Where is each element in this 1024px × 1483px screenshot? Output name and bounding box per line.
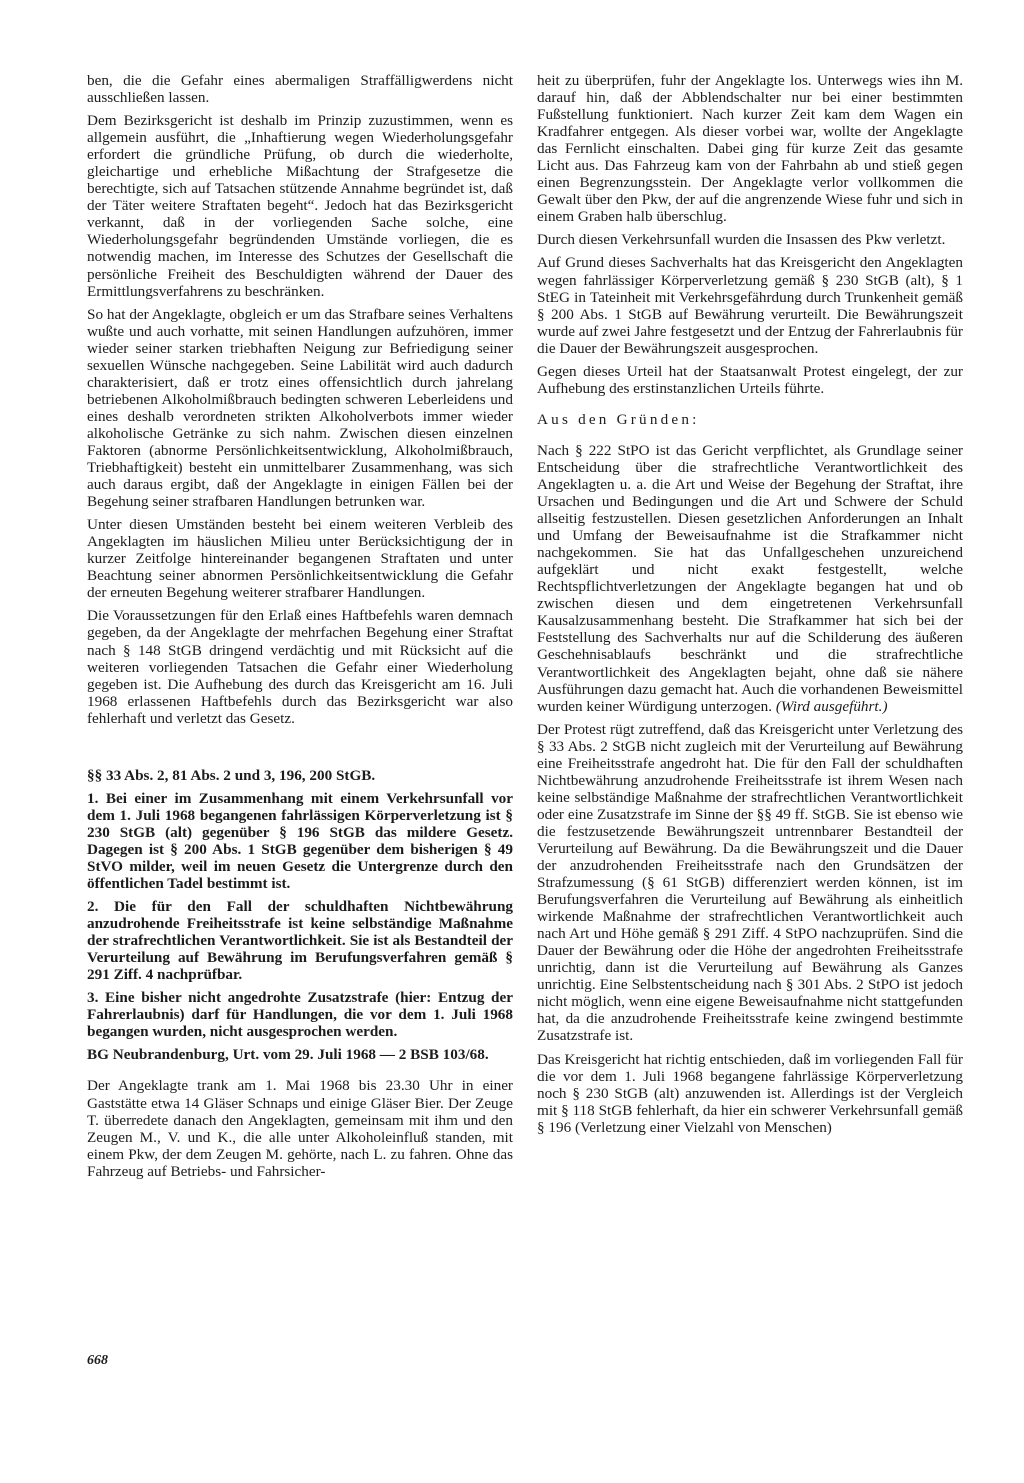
- paragraph: Das Kreisgericht hat richtig entschieden, daß im vorliegenden Fall für die vor dem 1. Juli 1968 begangene fahrlässige Körperverletzung noch § 230 StGB (alt) anzuwenden ist. Allerdings ist der Vergleich mit § 118 StGB fehlerhaft, da hier ein schwerer Verkehrsunfall gemäß § 196 (Verletzung einer Vielzahl von Menschen): [537, 1050, 963, 1136]
- paragraph: Durch diesen Verkehrsunfall wurden die Insassen des Pkw verletzt.: [537, 231, 946, 249]
- paragraph: Der Angeklagte trank am 1. Mai 1968 bis 23.30 Uhr in einer Gaststätte etwa 14 Gläser Schnaps und einige Gläser Bier. Der Zeuge T. überredete danach den Angeklagten, gemeinsam mit ihm und den Zeugen M., V. und K., die alle unter Alkoholeinfluß standen, mit einem Pkw, der dem Zeugen M. gehörte, nach L. zu fahren. Ohne das Fahrzeug auf Betriebs- und Fahrsicher-: [87, 1077, 513, 1180]
- paragraph: ben, die die Gefahr eines abermaligen Straffälligwerdens nicht ausschließen lassen.: [87, 72, 513, 107]
- right-column: [537, 72, 963, 1142]
- left-column: [87, 72, 513, 1186]
- page-number: 668: [87, 1353, 108, 1368]
- statute-heading: §§ 33 Abs. 2, 81 Abs. 2 und 3, 196, 200 StGB.: [87, 766, 376, 784]
- paragraph: Auf Grund dieses Sachverhalts hat das Kreisgericht den Angeklagten wegen fahrlässiger Körperverletzung gemäß § 230 StGB (alt), § 1 StEG in Tateinheit mit Verkehrsgefährdung durch Trunkenheit gemäß § 200 Abs. 1 StGB auf Bewährung verurteilt. Die Bewährungszeit wurde auf zwei Jahre festgesetzt und der Entzug der Fahrerlaubnis für die Dauer der Bewährungszeit ausgesprochen.: [537, 254, 963, 357]
- omission-note: (Wird ausgeführt.): [775, 697, 888, 715]
- headnote-3: 3. Eine bisher nicht angedrohte Zusatzstrafe (hier: Entzug der Fahrerlaubnis) darf für Handlungen, die vor dem 1. Juli 1968 begangen wurden, nicht ausgesprochen werden.: [87, 989, 513, 1041]
- headnote-1: 1. Bei einer im Zusammenhang mit einem Verkehrsunfall vor dem 1. Juli 1968 begangenen fahrlässigen Körperverletzung ist § 230 StGB (alt) gegenüber § 196 StGB das mildere Gesetz. Dagegen ist § 200 Abs. 1 StGB gegenüber dem bisherigen § 49 StVO milder, weil im neuen Gesetz die Untergrenze durch den öffentlichen Tadel bestimmt ist.: [87, 789, 513, 893]
- court-citation: BG Neubrandenburg, Urt. vom 29. Juli 1968 — 2 BSB 103/68.: [87, 1046, 489, 1064]
- paragraph: [537, 442, 963, 715]
- paragraph: Gegen dieses Urteil hat der Staatsanwalt Protest eingelegt, der zur Aufhebung des erstinstanzlichen Urteils führte.: [537, 362, 963, 397]
- headnote-2: 2. Die für den Fall der schuldhaften Nichtbewährung anzudrohende Freiheitsstrafe ist keine selbständige Maßnahme der strafrechtlichen Verantwortlichkeit. Sie ist als Bestandteil der Verurteilung auf Bewährung im Berufungsverfahren gemäß § 291 Ziff. 4 nachprüfbar.: [87, 898, 513, 984]
- paragraph: Der Protest rügt zutreffend, daß das Kreisgericht unter Verletzung des § 33 Abs. 2 StGB nicht zugleich mit der Verurteilung auf Bewährung eine Freiheitsstrafe angedroht hat. Die für den Fall der schuldhaften Nichtbewährung anzudrohende Freiheitsstrafe ist ihrem Wesen nach keine selbständige Maßnahme der strafrechtlichen Verantwortlichkeit oder eine Zusatzstrafe im Sinne der §§ 49 ff. StGB. Sie ist ebenso wie die festzusetzende Bewährungszeit untrennbarer Bestandteil der Verurteilung auf Bewährung. Da die Bewährungszeit und die Dauer der anzudrohenden Freiheitsstrafe nach den Grundsätzen der Strafzumessung (§ 61 StGB) differenziert werden können, ist im Berufungsverfahren die Verurteilung auf Bewährung als einheitlich wirkende Maßnahme der strafrechtlichen Verantwortlichkeit auch nach Art und Höhe gemäß § 291 Ziff. 4 StPO nachzuprüfen. Sind die Dauer der Bewährung oder die Höhe der angedrohten Freiheitsstrafe unrichtig, dann ist die Verurteilung auf Bewährung als Ganzes unrichtig. Eine Selbstentscheidung nach § 301 Abs. 2 StPO ist jedoch nicht möglich, wenn eine eigene Beweisaufnahme nicht stattgefunden hat, da die anzudrohende Freiheitsstrafe keine zwingend bestimmte Zusatzstrafe ist.: [537, 720, 963, 1045]
- paragraph: So hat der Angeklagte, obgleich er um das Strafbare seines Verhaltens wußte und auch vorhatte, mit seinen Handlungen aufzuhören, immer wieder seiner starken triebhaften Neigung zur Befriedigung seiner sexuellen Wünsche nachgegeben. Seine Labilität wird auch dadurch charakterisiert, daß er trotz eines offensichtlich durch jahrelang betriebenen Alkoholmißbrauch bedingten schweren Leberleidens und eines deshalb verordneten strikten Alkoholverbots immer wieder alkoholische Getränke zu sich nahm. Zwischen diesen einzelnen Faktoren (abnorme Persönlichkeitsentwicklung, Alkoholmißbrauch, Triebhaftigkeit) besteht ein unmittelbarer Zusammenhang, was sich auch daraus ergibt, daß der Angeklagte in einigen Fällen bei der Begehung seiner strafbaren Handlungen betrunken war.: [87, 305, 513, 511]
- paragraph: Die Voraussetzungen für den Erlaß eines Haftbefehls waren demnach gegeben, da der Angeklagte der mehrfachen Begehung einer Straftat nach § 148 StGB dringend verdächtig und mit Rücksicht auf die weiteren vorliegenden Tatsachen die Gefahr einer Wiederholung gegeben ist. Die Aufhebung des durch das Kreisgericht am 16. Juli 1968 erlassenen Haftbefehls durch das Bezirksgericht war also fehlerhaft und verletzt das Gesetz.: [87, 607, 513, 727]
- paragraph-text: Nach § 222 StPO ist das Gericht verpflichtet, als Grundlage seiner Entscheidung über die strafrechtliche Verantwortlichkeit des Angeklagten u. a. die Art und Weise der Begehung der Straftat, ihre Ursachen und Bedingungen und die Art und Schwere der Schuld allseitig festzustellen. Diesen gesetzlichen Anforderungen an Inhalt und Umfang der Beweisaufnahme ist die Strafkammer nicht nachgekommen. Sie hat das Unfallgeschehen unzureichend aufgeklärt und nicht exakt festgestellt, welche Rechtspflichtverletzungen der Angeklagte begangen hat und ob zwischen diesen und dem eingetretenen Verkehrsunfall Kausalzusammenhang besteht. Die Strafkammer hat sich bei der Feststellung des Sachverhalts nur auf die Schilderung des äußeren Geschehnisablaufs beschränkt und die strafrechtliche Verantwortlichkeit des Angeklagten bejaht, ohne daß sie nähere Ausführungen dazu gemacht hat. Auch die vorhandenen Beweismittel wurden keiner Würdigung unterzogen.: [537, 441, 963, 715]
- paragraph: Unter diesen Umständen besteht bei einem weiteren Verbleib des Angeklagten im häuslichen Milieu unter Berücksichtigung der in kurzer Zeitfolge hintereinander begangenen Straftaten und unter Beachtung seiner abnormen Persönlichkeitsentwicklung die Gefahr der erneuten Begehung weiterer strafbarer Handlungen.: [87, 516, 513, 602]
- paragraph: Dem Bezirksgericht ist deshalb im Prinzip zuzustimmen, wenn es allgemein ausführt, die „Inhaftierung wegen Wiederholungsgefahr erfordert die gründliche Prüfung, ob durch die wiederholte, gleichartige und erhebliche Mißachtung der Strafgesetze die berechtigte, sich auf Tatsachen stützende Annahme begründet ist, daß der Täter weitere Straftaten begeht“. Jedoch hat das Bezirksgericht verkannt, daß in der vorliegenden Sache solche, eine Wiederholungsgefahr begründenden Umstände vorliegen, die es notwendig machen, im Interesse des Schutzes der Gesellschaft die persönliche Freiheit des Beschuldigten während der Dauer des Ermittlungsverfahrens zu beschränken.: [87, 112, 513, 300]
- section-heading: Aus den Gründen:: [537, 410, 700, 428]
- paragraph: heit zu überprüfen, fuhr der Angeklagte los. Unterwegs wies ihn M. darauf hin, daß der Abblendschalter nur bei einer bestimmten Fußstellung funktioniert. Nach kurzer Zeit kam dem Wagen ein Kradfahrer entgegen. Als dieser vorbei war, wollte der Angeklagte das Fernlicht einschalten. Dabei ging für kurze Zeit das gesamte Licht aus. Das Fahrzeug kam von der Fahrbahn ab und stieß gegen einen Begrenzungsstein. Der Angeklagte verlor vollkommen die Gewalt über den Pkw, der auf die angrenzende Wiese fuhr und sich in einem Graben halb überschlug.: [537, 72, 963, 226]
